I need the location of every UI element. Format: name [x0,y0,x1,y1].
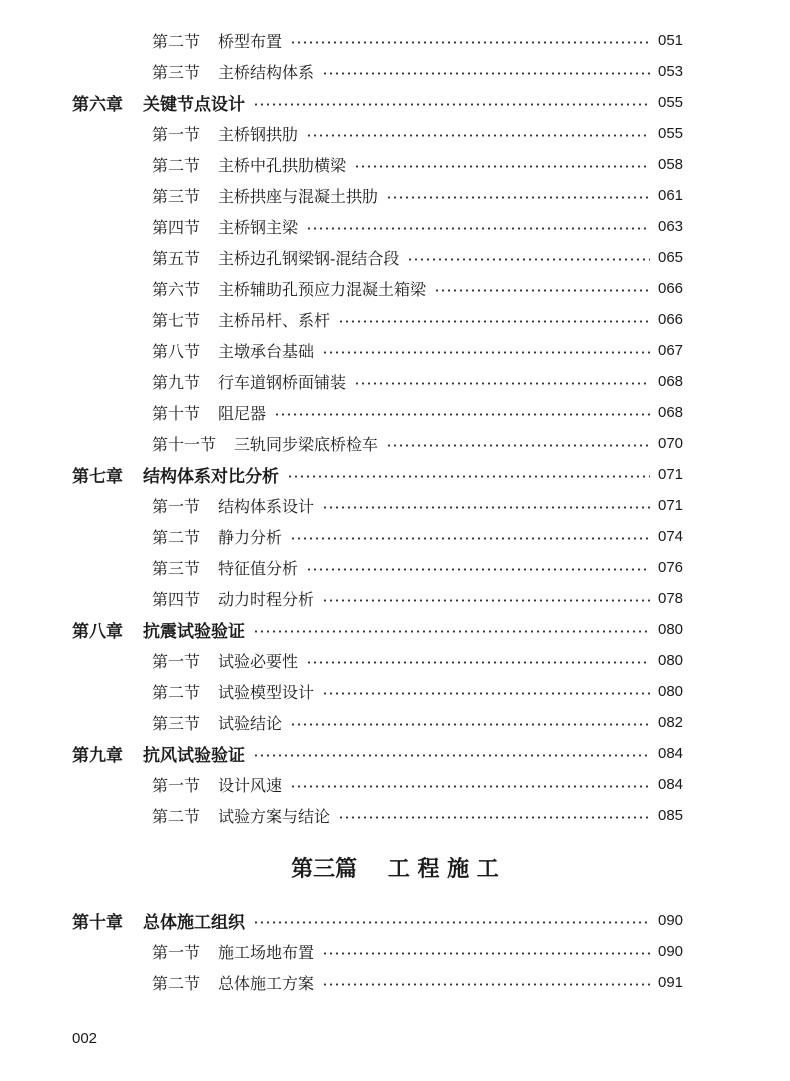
toc-section-entry [152,555,684,579]
page-ref: 063 [658,217,684,235]
dot-leader [354,165,650,168]
dot-leader [338,816,650,819]
page-ref: 068 [658,372,684,390]
page-number: 002 [72,1030,98,1047]
section-number: 第十节 [152,403,201,423]
chapter-title: 总体施工组织 [143,912,245,933]
chapter-title: 结构体系对比分析 [143,466,279,487]
section-number: 第三节 [152,713,201,733]
page-ref: 066 [658,279,684,297]
page-ref: 090 [658,942,684,960]
dot-leader [290,41,650,44]
section-number: 第六节 [152,279,201,299]
section-title: 主桥钢主梁 [218,217,299,237]
section-number: 第二节 [152,31,201,51]
section-number: 第三节 [152,186,201,206]
section-number: 第一节 [152,942,201,962]
toc-section-entry [152,369,684,393]
toc-section-entry [152,28,684,52]
page-ref: 071 [658,496,684,514]
dot-leader [306,568,650,571]
chapter-number: 第六章 [72,94,123,115]
dot-leader [253,630,650,633]
section-title: 行车道钢桥面铺装 [218,372,347,392]
toc-section-entry [152,586,684,610]
page-ref: 074 [658,527,684,545]
page-ref: 085 [658,806,684,824]
page-ref: 058 [658,155,684,173]
section-number: 第二节 [152,682,201,702]
section-number: 第一节 [152,496,201,516]
section-number: 第五节 [152,248,201,268]
section-title: 主桥结构体系 [218,62,315,82]
section-number: 第一节 [152,651,201,671]
toc-section-entry [152,803,684,827]
dot-leader [322,952,650,955]
chapter-title: 抗风试验验证 [143,745,245,766]
toc-section-entry [152,493,684,517]
dot-leader [322,692,650,695]
dot-leader [322,351,650,354]
section-number: 第一节 [152,124,201,144]
page-ref: 055 [658,124,684,142]
section-title: 总体施工方案 [218,973,315,993]
dot-leader [322,599,650,602]
toc-chapter-entry [72,908,684,933]
toc-section-entry [152,307,684,331]
section-title: 试验结论 [218,713,283,733]
dot-leader [290,723,650,726]
section-number: 第四节 [152,589,201,609]
section-title: 阻尼器 [218,403,267,423]
dot-leader [306,661,650,664]
page-ref: 084 [658,775,684,793]
section-number: 第八节 [152,341,201,361]
page-ref: 090 [658,911,684,929]
dot-leader [287,475,650,478]
page-ref: 068 [658,403,684,421]
section-number: 第二节 [152,806,201,826]
dot-leader [290,785,650,788]
dot-leader [434,289,650,292]
page-ref: 066 [658,310,684,328]
chapter-number: 第八章 [72,621,123,642]
section-title: 主桥拱座与混凝土拱肋 [218,186,379,206]
section-number: 第九节 [152,372,201,392]
toc-section-entry [152,772,684,796]
section-number: 第三节 [152,62,201,82]
page-ref: 053 [658,62,684,80]
page-ref: 051 [658,31,684,49]
toc-section-entry [152,431,684,455]
dot-leader [322,983,650,986]
toc-section-entry [152,338,684,362]
section-title: 主桥中孔拱肋横梁 [218,155,347,175]
section-title: 结构体系设计 [218,496,315,516]
section-number: 第二节 [152,973,201,993]
section-title: 三轨同步梁底桥检车 [234,434,379,454]
page-ref: 055 [658,93,684,111]
section-title: 桥型布置 [218,31,283,51]
section-number: 第一节 [152,775,201,795]
toc-section-entry [152,524,684,548]
dot-leader [386,196,650,199]
section-number: 第二节 [152,155,201,175]
section-title: 主墩承台基础 [218,341,315,361]
section-title: 主桥辅助孔预应力混凝土箱梁 [218,279,427,299]
page-ref: 061 [658,186,684,204]
dot-leader [274,413,650,416]
toc-section-entry [152,214,684,238]
page-ref: 078 [658,589,684,607]
toc-section-entry [152,400,684,424]
toc-chapter-entry [72,741,684,766]
dot-leader [306,134,650,137]
toc-section-entry [152,710,684,734]
chapter-number: 第十章 [72,912,123,933]
toc-chapter-entry [72,617,684,642]
toc-section-entry [152,152,684,176]
section-title: 主桥边孔钢梁钢-混结合段 [218,248,400,268]
toc-chapter-entry [72,90,684,115]
toc-chapter-entry [72,462,684,487]
page-ref: 076 [658,558,684,576]
dot-leader [253,754,650,757]
chapter-title: 抗震试验验证 [143,621,245,642]
toc-section-entry [152,970,684,994]
toc-section-entry [152,276,684,300]
part-heading [0,852,790,883]
section-title: 设计风速 [218,775,283,795]
dot-leader [253,921,650,924]
section-title: 试验方案与结论 [218,806,331,826]
part-number: 第三篇 [291,857,358,882]
section-number: 第四节 [152,217,201,237]
dot-leader [407,258,650,261]
page-ref: 080 [658,651,684,669]
dot-leader [290,537,650,540]
section-title: 动力时程分析 [218,589,315,609]
section-number: 第三节 [152,558,201,578]
section-number: 第七节 [152,310,201,330]
part-title: 工 程 施 工 [387,857,499,882]
page-ref: 067 [658,341,684,359]
section-title: 试验必要性 [218,651,299,671]
page-ref: 071 [658,465,684,483]
dot-leader [322,72,650,75]
page-ref: 080 [658,620,684,638]
page-ref: 070 [658,434,684,452]
toc-section-entry [152,59,684,83]
toc-section-entry [152,679,684,703]
dot-leader [322,506,650,509]
section-number: 第十一节 [152,434,217,454]
dot-leader [354,382,650,385]
page-ref: 091 [658,973,684,991]
toc-section-entry [152,245,684,269]
toc-section-entry [152,648,684,672]
toc-section-entry [152,121,684,145]
page-ref: 084 [658,744,684,762]
section-title: 特征值分析 [218,558,299,578]
chapter-number: 第七章 [72,466,123,487]
toc-section-entry [152,939,684,963]
chapter-title: 关键节点设计 [143,94,245,115]
dot-leader [338,320,650,323]
section-title: 静力分析 [218,527,283,547]
dot-leader [386,444,650,447]
dot-leader [253,103,650,106]
page-ref: 082 [658,713,684,731]
section-title: 试验模型设计 [218,682,315,702]
dot-leader [306,227,650,230]
toc-section-entry [152,183,684,207]
page-ref: 065 [658,248,684,266]
chapter-number: 第九章 [72,745,123,766]
section-number: 第二节 [152,527,201,547]
section-title: 主桥吊杆、系杆 [218,310,331,330]
section-title: 主桥钢拱肋 [218,124,299,144]
page-ref: 080 [658,682,684,700]
section-title: 施工场地布置 [218,942,315,962]
